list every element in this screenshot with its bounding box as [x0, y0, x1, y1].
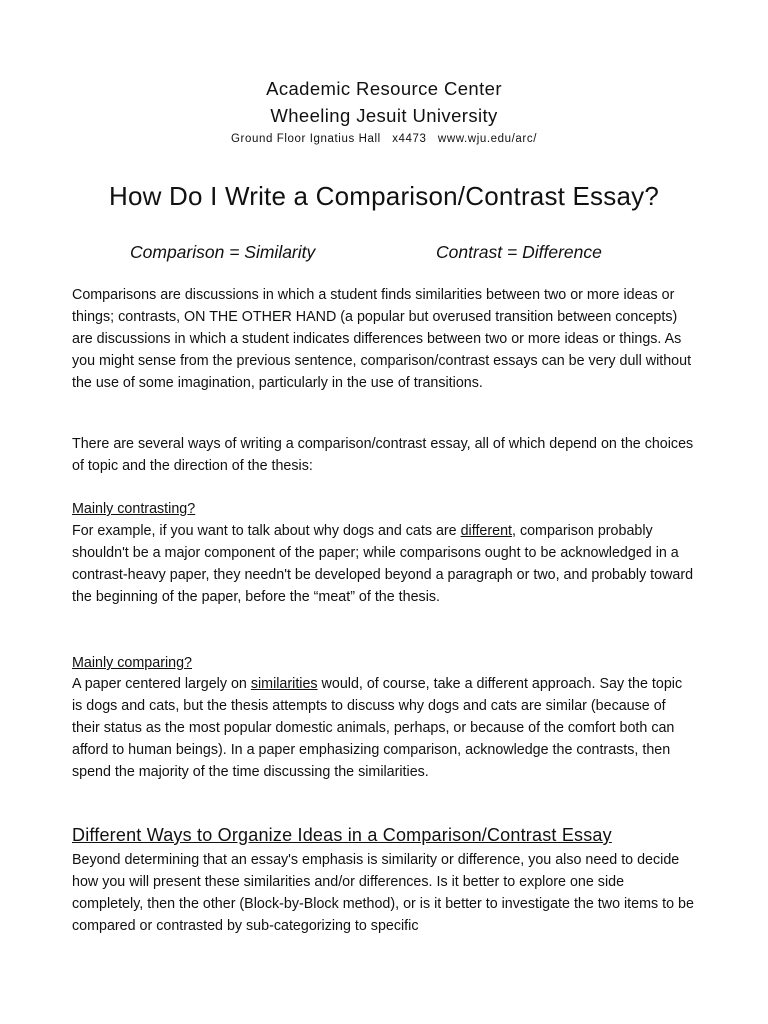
subtitle-contrast: Contrast = Difference [436, 242, 602, 262]
paragraph-comparing-start: A paper centered largely on [72, 676, 251, 692]
header-contact: Ground Floor Ignatius Hall x4473 www.wju.edu/arc/ [230, 133, 537, 145]
paragraph-comparing [72, 673, 696, 783]
document-title: How Do I Write a Comparison/Contrast Essay? [109, 181, 659, 211]
heading-mainly-contrasting: Mainly contrasting? [72, 501, 196, 517]
paragraph-comparing-end: would, of course, take a different approach. Say the topic is dogs and cats, but the thesis attempts to discuss why dogs and cats are similar (because of their status as the most popular domestic animals, perhaps, or because of the comfort both can afford to human beings). In a paper emphasizing comparison, acknowledge the contrasts, then spend the majority of the time discussing the similarities. [72, 676, 683, 780]
paragraph-contrasting-start: For example, if you want to talk about why dogs and cats are [72, 523, 461, 539]
section-heading-organize: Different Ways to Organize Ideas in a Comparison/Contrast Essay [72, 825, 612, 845]
paragraph-contrasting [72, 520, 696, 608]
heading-mainly-comparing: Mainly comparing? [72, 655, 192, 671]
paragraph-organize: Beyond determining that an essay's emphasis is similarity or difference, you also need to decide how you will present these similarities and/or differences. Is it better to explore one side completely, then the other (Block-by-Block method), or is it better to investigate the two items to be compared or contrasted by sub-categorizing to specific [72, 852, 694, 934]
emphasis-different: different [460, 523, 513, 539]
paragraph-contrasting-end: , comparison probably shouldn't be a major component of the paper; while comparisons ought to be acknowledged in a contrast-heavy paper, they needn't be developed beyond a paragraph or two, and probably toward the beginning of the paper, before the “meat” of the thesis. [72, 523, 694, 605]
subtitle-comparison: Comparison = Similarity [130, 242, 316, 262]
header-university: Wheeling Jesuit University [270, 105, 498, 126]
emphasis-similarities: similarities [250, 676, 318, 692]
paragraph-ways: There are several ways of writing a comparison/contrast essay, all of which depend on the choices of topic and the direction of the thesis: [72, 436, 694, 474]
paragraph-intro: Comparisons are discussions in which a student finds similarities between two or more ideas or things; contrasts, ON THE OTHER HAND (a popular but overused transition between concepts) are discussions in which a student indicates differences between two or more ideas or things. As you might sense from the previous sentence, comparison/contrast essays can be very dull without the use of some imagination, particularly in the use of transitions. [72, 287, 692, 391]
header-organization: Academic Resource Center [266, 78, 502, 99]
